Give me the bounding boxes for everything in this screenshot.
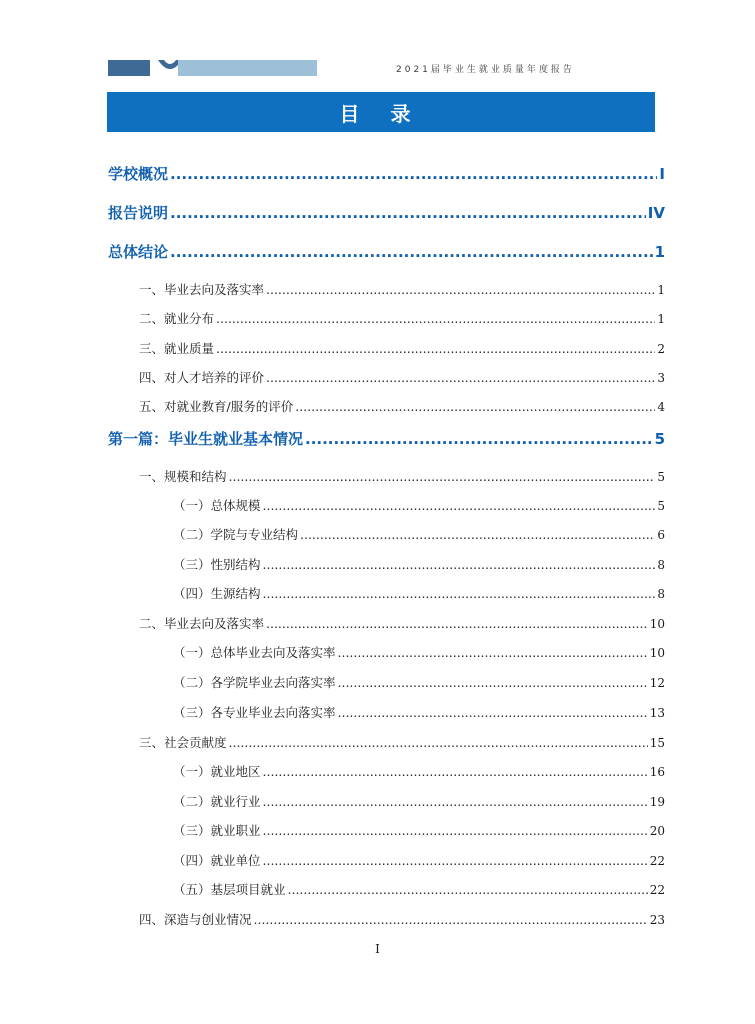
toc-entry-page: 10 xyxy=(649,646,665,660)
toc-leader-dots xyxy=(338,675,648,690)
toc-leader-dots xyxy=(266,282,655,297)
toc-entry[interactable] xyxy=(173,643,665,661)
toc-entry[interactable] xyxy=(139,910,665,928)
toc-leader-dots xyxy=(338,705,648,720)
toc-leader-dots xyxy=(295,399,655,414)
toc-entry-title: 学校概况 xyxy=(108,165,169,183)
toc-entry-page: 1 xyxy=(654,243,665,261)
toc-entry-page: 23 xyxy=(649,913,665,927)
header-logo-bar-light xyxy=(178,60,317,76)
toc-leader-dots xyxy=(263,794,648,809)
toc-leader-dots xyxy=(288,882,648,897)
toc-leader-dots xyxy=(229,469,656,484)
toc-entry-page: I xyxy=(659,165,665,183)
toc-entry-title: （三）各专业毕业去向落实率 xyxy=(173,705,336,720)
toc-leader-dots xyxy=(170,204,646,222)
toc-leader-dots xyxy=(338,645,648,660)
toc-entry[interactable] xyxy=(173,525,665,543)
toc-entry-title: （三）性别结构 xyxy=(173,557,261,572)
toc-entry-page: 10 xyxy=(649,617,665,631)
header-report-title: 2021届毕业生就业质量年度报告 xyxy=(396,65,575,75)
toc-entry-page: 5 xyxy=(657,470,665,484)
toc-entry-page: 22 xyxy=(649,883,665,897)
toc-entry[interactable] xyxy=(173,703,665,721)
toc-entry-title: 总体结论 xyxy=(108,243,169,261)
toc-leader-dots xyxy=(263,498,656,513)
toc-entry-title: 四、对人才培养的评价 xyxy=(139,370,265,385)
toc-entry-page: 8 xyxy=(657,558,665,572)
toc-entry[interactable] xyxy=(139,309,665,327)
toc-leader-dots xyxy=(263,586,656,601)
toc-entry[interactable] xyxy=(139,733,665,751)
toc-leader-dots xyxy=(263,823,648,838)
toc-entry[interactable] xyxy=(139,397,665,415)
toc-entry-page: 1 xyxy=(657,283,665,297)
toc-entry-title: 二、就业分布 xyxy=(139,311,215,326)
toc-entry[interactable] xyxy=(173,584,665,602)
toc-entry-title: （一）总体毕业去向及落实率 xyxy=(173,645,336,660)
toc-entry[interactable] xyxy=(139,280,665,298)
toc-entry-page: 3 xyxy=(657,371,665,385)
toc-entry-title: （二）学院与专业结构 xyxy=(173,527,299,542)
toc-entry-title: （一）就业地区 xyxy=(173,764,261,779)
toc-entry-page: 1 xyxy=(657,312,665,326)
toc-leader-dots xyxy=(263,853,648,868)
toc-entry[interactable] xyxy=(108,241,665,262)
toc-entry-title: 一、规模和结构 xyxy=(139,469,227,484)
toc-entry-page: 5 xyxy=(657,499,665,513)
toc-entry[interactable] xyxy=(173,673,665,691)
toc-leader-dots xyxy=(254,912,648,927)
toc-entry-title: 一、毕业去向及落实率 xyxy=(139,282,265,297)
toc-entry-title: 二、毕业去向及落实率 xyxy=(139,616,265,631)
toc-entry-page: 20 xyxy=(649,824,665,838)
toc-leader-dots xyxy=(170,165,657,183)
toc-leader-dots xyxy=(300,527,655,542)
toc-entry-title: （三）就业职业 xyxy=(173,823,261,838)
toc-entry-page: 13 xyxy=(649,706,665,720)
toc-entry[interactable] xyxy=(108,202,665,223)
toc-entry-title: 三、就业质量 xyxy=(139,341,215,356)
toc-entry[interactable] xyxy=(173,821,665,839)
toc-leader-dots xyxy=(170,243,653,261)
toc-entry[interactable] xyxy=(173,496,665,514)
toc-leader-dots xyxy=(216,341,655,356)
toc-entry-page: 19 xyxy=(649,795,665,809)
toc-leader-dots xyxy=(305,430,653,448)
toc-leader-dots xyxy=(263,764,648,779)
toc-entry-page: 4 xyxy=(657,400,665,414)
toc-entry[interactable] xyxy=(139,614,665,632)
toc-entry[interactable] xyxy=(173,851,665,869)
toc-entry-page: 8 xyxy=(657,587,665,601)
page-number: I xyxy=(375,942,380,956)
toc-entry[interactable] xyxy=(173,880,665,898)
toc-entry-page: 2 xyxy=(657,342,665,356)
toc-entry[interactable] xyxy=(173,762,665,780)
toc-entry-title: （五）基层项目就业 xyxy=(173,882,286,897)
toc-entry-title: （二）就业行业 xyxy=(173,794,261,809)
toc-entry-page: 6 xyxy=(657,528,665,542)
toc-entry[interactable] xyxy=(108,163,665,184)
toc-banner-title: 目 录 xyxy=(107,92,655,132)
toc-entry-title: 五、对就业教育/服务的评价 xyxy=(139,399,294,414)
toc-entry-page: 15 xyxy=(649,736,665,750)
toc-entry[interactable] xyxy=(139,368,665,386)
toc-entry-title: （二）各学院毕业去向落实率 xyxy=(173,675,336,690)
toc-entry-page: 5 xyxy=(654,430,665,448)
toc-entry-title: 三、社会贡献度 xyxy=(139,735,227,750)
toc-leader-dots xyxy=(266,370,655,385)
toc-entry-title: （四）就业单位 xyxy=(173,853,261,868)
toc-leader-dots xyxy=(216,311,655,326)
toc-entry-page: IV xyxy=(647,204,665,222)
toc-leader-dots xyxy=(266,616,648,631)
toc-entry[interactable] xyxy=(139,467,665,485)
toc-leader-dots xyxy=(229,735,648,750)
toc-entry-page: 16 xyxy=(649,765,665,779)
toc-entry[interactable] xyxy=(108,428,665,449)
toc-entry[interactable] xyxy=(173,555,665,573)
toc-entry-title: （一）总体规模 xyxy=(173,498,261,513)
toc-entry[interactable] xyxy=(139,339,665,357)
toc-entry-title: 第一篇：毕业生就业基本情况 xyxy=(108,430,304,448)
toc-leader-dots xyxy=(263,557,656,572)
toc-entry-page: 12 xyxy=(649,676,665,690)
toc-entry-page: 22 xyxy=(649,854,665,868)
toc-entry-title: （四）生源结构 xyxy=(173,586,261,601)
toc-entry[interactable] xyxy=(173,792,665,810)
toc-entry-title: 报告说明 xyxy=(108,204,169,222)
toc-entry-title: 四、深造与创业情况 xyxy=(139,912,252,927)
